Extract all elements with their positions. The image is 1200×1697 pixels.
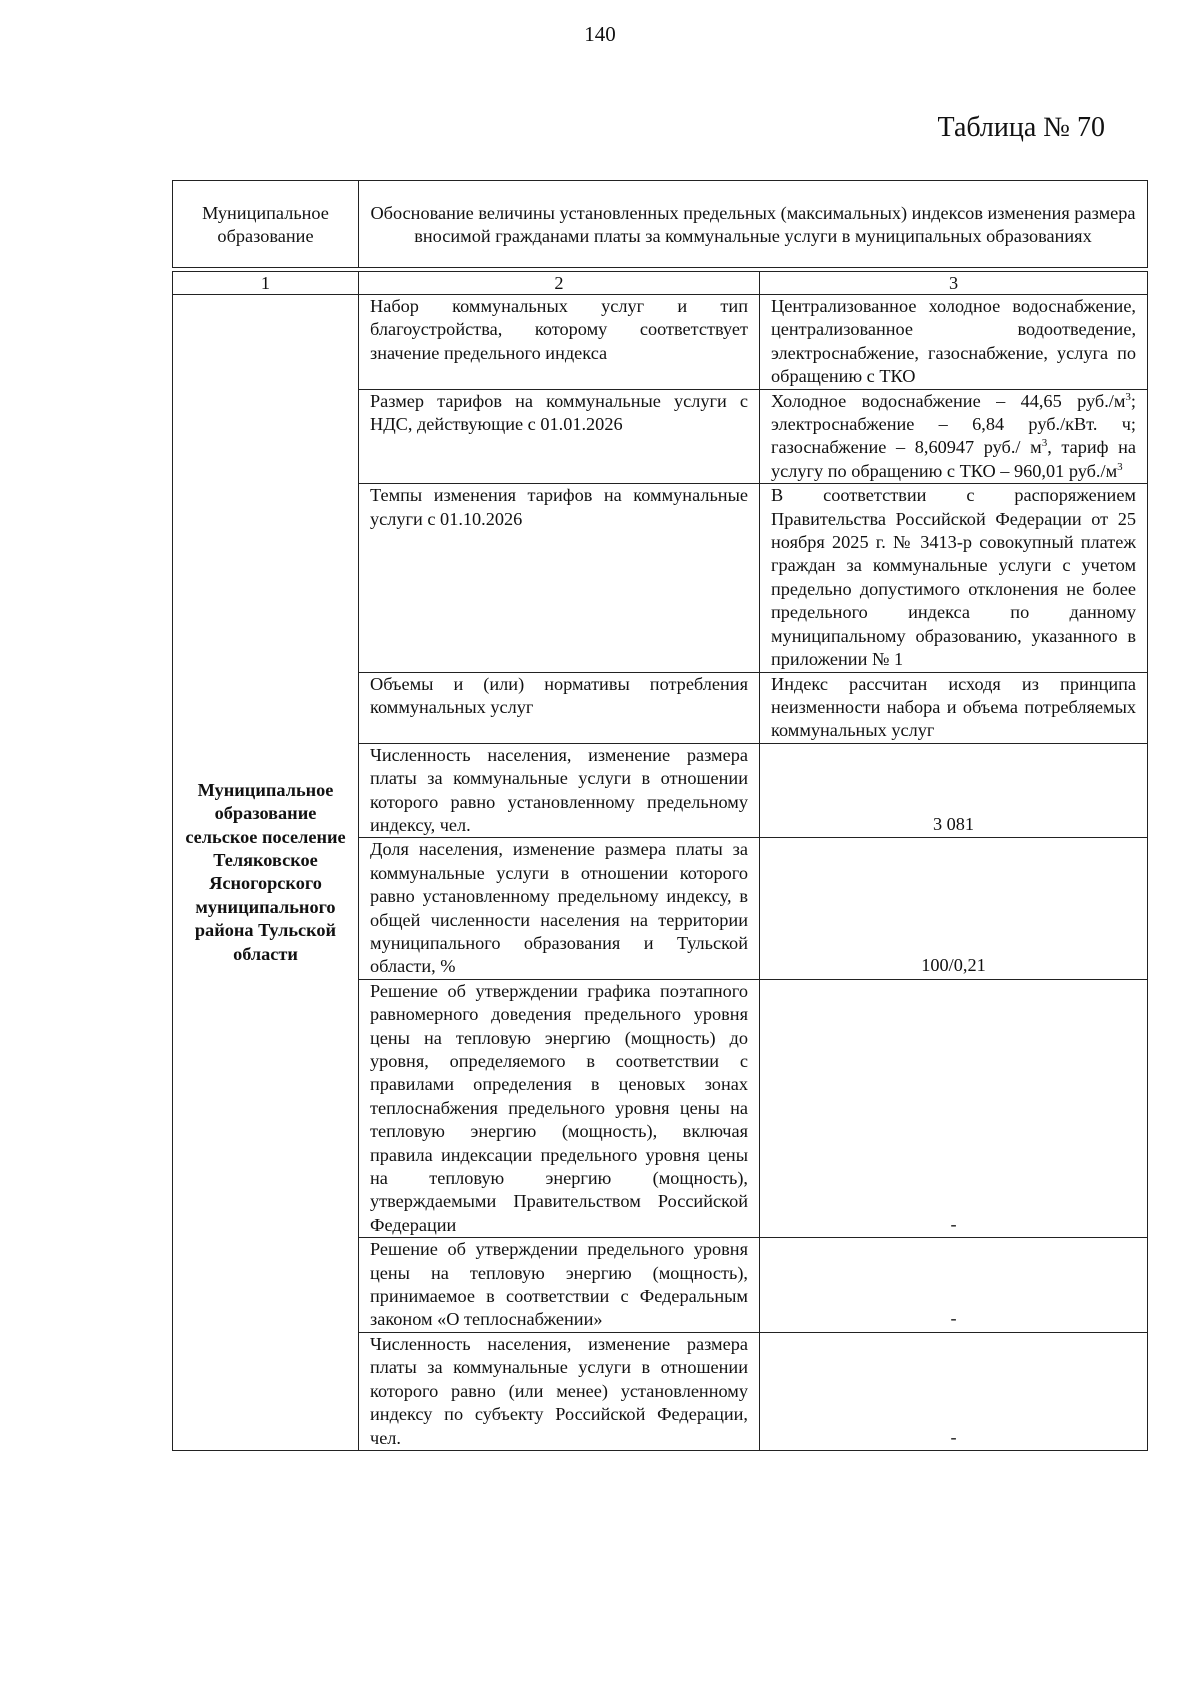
table-row (173, 295, 1148, 390)
row-label: Объемы и (или) нормативы потребления коммунальных услуг (359, 672, 760, 743)
superscript: 3 (1041, 437, 1048, 450)
row-value-tariffs (760, 389, 1148, 484)
row-value: - (760, 979, 1148, 1237)
column-number: 3 (760, 272, 1148, 295)
row-value: Централизованное холодное водоснабжение, централизованное водоотведение, электроснабжение, газоснабжение, услуга по обращению с ТКО (760, 295, 1148, 390)
tariff-text: , тариф на услугу по обращению с ТКО – 960,01 руб./м (771, 437, 1136, 481)
column-number: 2 (359, 272, 760, 295)
page-number: 140 (584, 22, 616, 46)
row-value: 3 081 (760, 743, 1148, 838)
column-number: 1 (173, 272, 359, 295)
table-header-row (173, 181, 1148, 268)
row-label: Размер тарифов на коммунальные услуги с НДС, действующие с 01.01.2026 (359, 389, 760, 484)
municipality-name: Муниципальное образование сельское поселение Теляковское Ясногорского муниципального района Тульской области (173, 295, 359, 1451)
row-label: Решение об утверждении графика поэтапного равномерного доведения предельного уровня цены на тепловую энергию (мощность) до уровня, определяемого в соответствии с правилами определения в ценовых зонах теплоснабжения предельного уровня цены на тепловую энергию (мощность), включая правила индексации предельного уровня цены на тепловую энергию (мощность), утверждаемыми Правительством Российской Федерации (359, 979, 760, 1237)
row-value: В соответствии с распоряжением Правительства Российской Федерации от 25 ноября 2025 г. № 3413-р совокупный платеж граждан за коммунальные услуги с учетом предельно допустимого отклонения не более предельного индекса по данному муниципальному образованию, указанного в приложении № 1 (760, 484, 1148, 672)
column-number-row (173, 272, 1148, 295)
superscript: 3 (1125, 390, 1131, 403)
row-label: Численность населения, изменение размера платы за коммунальные услуги в отношении которого равно (или менее) установленному индексу по субъекту Российской Федерации, чел. (359, 1332, 760, 1450)
row-label: Темпы изменения тарифов на коммунальные услуги с 01.10.2026 (359, 484, 760, 672)
table-title: Таблица № 70 (937, 112, 1105, 143)
justification-table (172, 180, 1148, 1451)
tariff-text: ; электроснабжение – 6,84 руб./кВт. ч; газоснабжение – 8,60947 руб./ м (771, 390, 1137, 458)
tariff-text: Холодное водоснабжение – 44,65 руб./м (771, 390, 1126, 411)
row-label: Численность населения, изменение размера платы за коммунальные услуги в отношении которого равно установленному предельному индексу, чел. (359, 743, 760, 838)
row-label: Доля населения, изменение размера платы за коммунальные услуги в отношении которого равно установленному предельному индексу, в общей численности населения на территории муниципального образования и Тульской области, % (359, 838, 760, 979)
row-label: Набор коммунальных услуг и тип благоустройства, которому соответствует значение предельного индекса (359, 295, 760, 390)
row-value: Индекс рассчитан исходя из принципа неизменности набора и объема потребляемых коммунальных услуг (760, 672, 1148, 743)
row-label: Решение об утверждении предельного уровня цены на тепловую энергию (мощность), принимаемое в соответствии с Федеральным законом «О теплоснабжении» (359, 1238, 760, 1333)
row-value: - (760, 1332, 1148, 1450)
header-justification: Обоснование величины установленных предельных (максимальных) индексов изменения размера вносимой гражданами платы за коммунальные услуги в муниципальных образованиях (359, 181, 1148, 268)
row-value: 100/0,21 (760, 838, 1148, 979)
row-value: - (760, 1238, 1148, 1333)
superscript: 3 (1117, 460, 1123, 473)
header-municipality: Муниципальное образование (173, 181, 359, 268)
